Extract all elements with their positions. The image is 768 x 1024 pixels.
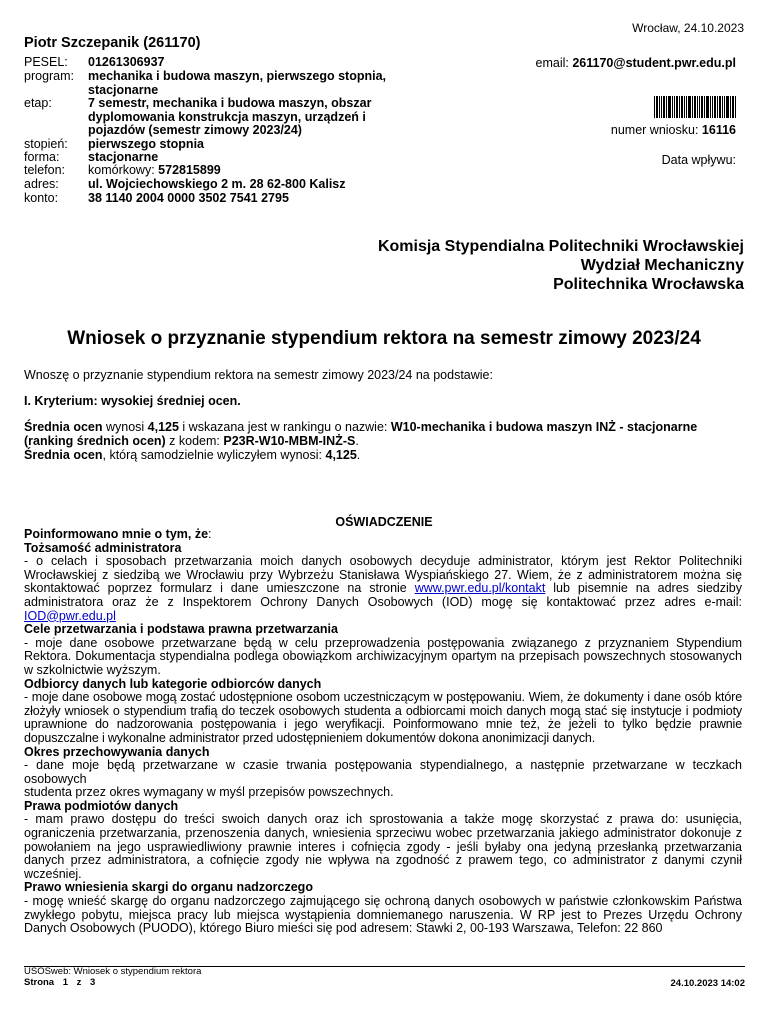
email-line — [536, 56, 736, 70]
email-value: 261170@student.pwr.edu.pl — [572, 56, 736, 70]
degree-value: pierwszego stopnia — [88, 137, 204, 151]
admin-heading: Tożsamość administratora — [24, 540, 182, 555]
footer-page-number: Strona 1 z 3 — [24, 977, 96, 988]
recipients-heading: Odbiorcy danych lub kategorie odbiorców danych — [24, 676, 322, 691]
footer-system: USOSweb: Wniosek o stypendium rektora — [24, 966, 202, 977]
iod-email-link[interactable]: IOD@pwr.edu.pl — [24, 608, 116, 623]
program-row — [24, 70, 408, 97]
student-name: Piotr Szczepanik (261170) — [24, 35, 201, 51]
retention-paragraph-2: studenta przez okres wymagany w myśl przepisów powszechnych. — [24, 785, 394, 800]
ranking-code: P23R-W10-MBM-INŻ-S — [223, 434, 356, 448]
email-label: email: — [535, 56, 569, 70]
account-label: konto: — [24, 191, 59, 205]
page-title: Wniosek o przyznanie stypendium rektora na semestr zimowy 2023/24 — [67, 328, 701, 349]
purpose-heading: Cele przetwarzania i podstawa prawna przetwarzania — [24, 622, 338, 637]
stage-label: etap: — [24, 96, 52, 110]
form-label: forma: — [24, 150, 60, 164]
stage-value: 7 semestr, mechanika i budowa maszyn, obszar dyplomowania konstrukcja maszyn, urządzeń i pojazdów (semestr zimowy 2023/24) — [88, 96, 372, 137]
rights-paragraph: - mam prawo dostępu do treści swoich danych oraz ich sprostowania a także mogę skorzystać z prawa do: usunięcia, ograniczenia przetwarzania, przenoszenia danych, wniesienia sprzeciwu wobec przetwarzania jakiego administrator dokonuje z powołaniem na jego usprawiedliwiony prawnie interes i cofnięcia zgody - jeśli byłaby ona jedyną przesłanką przetwarzania danych przez administratora, a cofnięcie zgody nie wpływa na zgodność z prawem tego, co administrator z danymi czynił wcześniej. — [24, 812, 742, 881]
barcode-icon — [654, 96, 736, 118]
recipients-paragraph: - moje dane osobowe mogą zostać udostępnione osobom uczestniczącym w postępowaniu. Wiem, że dokumenty i dane osób które złożyły wniosek o stypendium trafią do teczek osobowych studenta a odbiorcami moich danych mogą stać się instytucje i podmioty uprawnione do nadzorowania postępowania i jego weryfikacji. Poinformowano mnie też, że jeżeli to tylko będzie prawnie dopuszczalne i wykonalne administrator przed udostępnieniem dokumentów dokona anonimizacji danych. — [24, 690, 742, 745]
informed-heading: Poinformowano mnie o tym, że — [24, 527, 209, 541]
avg-label: Średnia ocen — [24, 420, 103, 434]
admin-paragraph — [24, 555, 742, 623]
degree-label: stopień: — [24, 137, 68, 151]
addressee-committee: Komisja Stypendialna Politechniki Wrocławskiej — [377, 238, 744, 255]
stage-row — [24, 97, 408, 138]
phone-value: 572815899 — [158, 163, 221, 177]
form-value: stacjonarne — [88, 150, 159, 164]
intro-text: Wnoszę o przyznanie stypendium rektora na semestr zimowy 2023/24 na podstawie: — [24, 368, 493, 382]
avg-text: wynosi — [102, 420, 148, 434]
self-avg-text: , którą samodzielnie wyliczyłem wynosi: — [102, 448, 326, 462]
application-number — [611, 123, 736, 137]
declaration-body — [24, 528, 742, 936]
declaration-title: OŚWIADCZENIE — [335, 515, 433, 529]
account-row — [24, 192, 408, 206]
addressee-faculty: Wydział Mechaniczny — [580, 257, 744, 274]
self-avg-label: Średnia ocen — [24, 448, 103, 462]
contact-link[interactable]: www.pwr.edu.pl/kontakt — [414, 581, 546, 596]
account-value: 38 1140 2004 0000 3502 7541 2795 — [88, 191, 289, 205]
address-row — [24, 178, 408, 192]
rights-heading: Prawa podmiotów danych — [24, 798, 179, 813]
phone-row — [24, 164, 408, 178]
address-value: ul. Wojciechowskiego 2 m. 28 62-800 Kalisz — [88, 177, 346, 191]
ranking-name: W10-mechanika i budowa maszyn INŻ - stacjonarne (ranking średnich ocen) — [24, 420, 698, 448]
retention-heading: Okres przechowywania danych — [24, 744, 210, 759]
phone-type: komórkowy: — [88, 163, 155, 177]
average-block — [24, 420, 746, 462]
pesel-label: PESEL: — [24, 55, 68, 69]
application-number-value: 16116 — [701, 123, 736, 137]
complaint-paragraph: - mogę wnieść skargę do organu nadzorczego zajmującego się ochroną danych osobowych w państwie członkowskim Państwa zwykłego pobytu, miejsca pracy lub miejsca wystąpienia domniemanego naruszenia. W RP jest to Prezes Urzędu Ochrony Danych Osobowych (PUODO), którego Biuro mieści się pod adresem: Stawki 2, 00-193 Warszawa, Telefon: 22 860 — [24, 894, 742, 936]
avg-value: 4,125 — [147, 420, 179, 434]
footer-timestamp: 24.10.2023 14:02 — [670, 978, 745, 989]
pesel-row — [24, 56, 408, 70]
self-avg-end: . — [356, 448, 361, 462]
admin-text-1: - o celach i sposobach przetwarzania moich danych osobowych decyduje administrator, którym jest Rektor Politechniki Wrocławskiej z siedzibą we Wrocławiu przy Wybrzeżu Stanisława Wyspiańskiego 27. Wiem, że z administratorem można się skontaktować poprzez formularz i dane umieszczone na stronie — [24, 554, 742, 596]
avg-text-2: i wskazana jest w rankingu o nazwie: — [178, 420, 391, 434]
retention-paragraph-1: - dane moje będą przetwarzane w czasie trwania postępowania stypendialnego, a następnie przetwarzane w teczkach osobowych — [24, 758, 742, 786]
purpose-paragraph: - moje dane osobowe przetwarzane będą w celu przeprowadzenia postępowania związanego z przyznaniem Stypendium Rektora. Dokumentacja stypendialna podlega obowiązkom archiwizacyjnym opartym na przepisach powszechnych stosowanych w szkolnictwie wyższym. — [24, 635, 742, 677]
date-received-label: Data wpływu: — [661, 153, 736, 167]
addressee-university: Politechnika Wrocławska — [553, 276, 744, 293]
phone-label: telefon: — [24, 163, 66, 177]
degree-row — [24, 138, 408, 152]
code-text: z kodem: — [165, 434, 224, 448]
program-label: program: — [24, 69, 75, 83]
informed-colon: : — [208, 527, 212, 541]
complaint-heading: Prawo wniesienia skargi do organu nadzorczego — [24, 880, 313, 895]
pesel-value: 01261306937 — [88, 55, 165, 69]
program-value: mechanika i budowa maszyn, pierwszego stopnia, stacjonarne — [88, 69, 386, 97]
application-number-label: numer wniosku: — [610, 123, 699, 137]
admin-text-2: lub pisemnie na adres siedziby administratora oraz że z Inspektorem Ochrony Danych Osobowych (IOD) mogę się kontaktować przez adres e-mail: — [24, 581, 742, 609]
period: . — [355, 434, 359, 448]
place-date: Wrocław, 24.10.2023 — [632, 21, 744, 35]
criterion-heading: I. Kryterium: wysokiej średniej ocen. — [24, 394, 241, 408]
address-label: adres: — [24, 177, 59, 191]
self-avg-value: 4,125 — [325, 448, 357, 462]
